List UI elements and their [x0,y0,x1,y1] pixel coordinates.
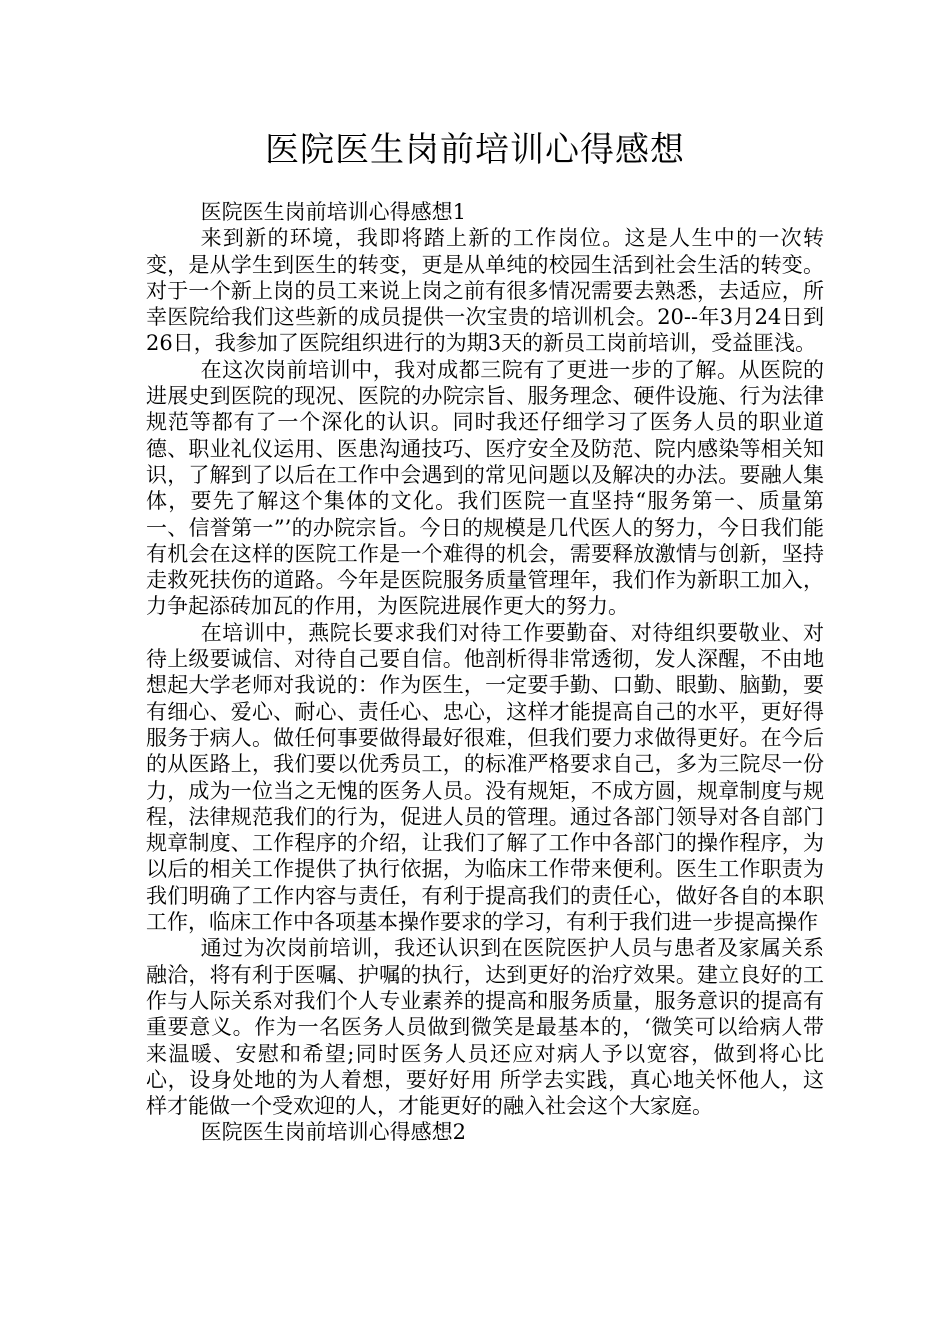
paragraph-4: 通过为次岗前培训，我还认识到在医院医护人员与患者及家属关系融洽，将有利于医嘱、护嘱的执行，达到更好的治疗效果。建立良好的工作与人际关系对我们个人专业素养的提高和服务质量，服务意识的提高有重要意义。作为一名医务人员做到微笑是最基本的，‘微笑可以给病人带来温暖、安慰和希望;同时医务人员还应对病人予以宽容，做到将心比心，设身处地的为人着想，要好好用 所学去实践，真心地关怀他人，这样才能做一个受欢迎的人，才能更好的融入社会这个大家庭。 [146,936,824,1119]
paragraph-1: 来到新的环境，我即将踏上新的工作岗位。这是人生中的一次转变，是从学生到医生的转变，更是从单纯的校园生活到社会生活的转变。对于一个新上岗的员工来说上岗之前有很多情况需要去熟悉，去适应，所幸医院给我们这些新的成员提供一次宝贵的培训机会。20--年3月24日到26日，我参加了医院组织进行的为期3天的新员工岗前培训，受益匪浅。 [146,226,824,356]
section-heading-2: 医院医生岗前培训心得感想2 [200,1120,466,1145]
document-body [146,199,824,1146]
document-title: 医院医生岗前培训心得感想 [265,130,685,170]
section-heading-1: 医院医生岗前培训心得感想1 [200,200,466,224]
paragraph-2: 在这次岗前培训中，我对成都三院有了更进一步的了解。从医院的进展史到医院的现况、医院的办院宗旨、服务理念、硬件设施、行为法律规范等都有了一个深化的认识。同时我还仔细学习了医务人员的职业道德、职业礼仪运用、医患沟通技巧、医疗安全及防范、院内感染等相关知识，了解到了以后在工作中会遇到的常见问题以及解决的办法。要融人集体，要先了解这个集体的文化。我们医院一直坚持“服务第一、质量第一、信誉第一”’的办院宗旨。今日的规模是几代医人的努力，今日我们能有机会在这样的医院工作是一个难得的机会，需要释放激情与创新，坚持走救死扶伤的道路。今年是医院服务质量管理年，我们作为新职工加入，力争起添砖加瓦的作用，为医院进展作更大的努力。 [146,357,824,619]
paragraph-3: 在培训中，燕院长要求我们对待工作要勤奋、对待组织要敬业、对待上级要诚信、对待自己要自信。他剖析得非常透彻，发人深醒，不由地想起大学老师对我说的：作为医生，一定要手勤、口勤、眼勤、脑勤，要有细心、爱心、耐心、责任心、忠心，这样才能提高自己的水平，更好得服务于病人。做任何事要做得最好很难，但我们要力求做得更好。在今后的从医路上，我们要以优秀员工，的标准严格要求自己，多为三院尽一份力，成为一位当之无愧的医务人员。没有规矩，不成方圆，规章制度与规程，法律规范我们的行为，促进人员的管理。通过各部门领导对各自部门规章制度、工作程序的介绍，让我们了解了工作中各部门的操作程序，为以后的相关工作提供了执行依据，为临床工作带来便利。医生工作职责为我们明确了工作内容与责任，有利于提高我们的责任心，做好各自的本职工作，临床工作中各项基本操作要求的学习，有利于我们进一步提高操作 [146,620,824,935]
